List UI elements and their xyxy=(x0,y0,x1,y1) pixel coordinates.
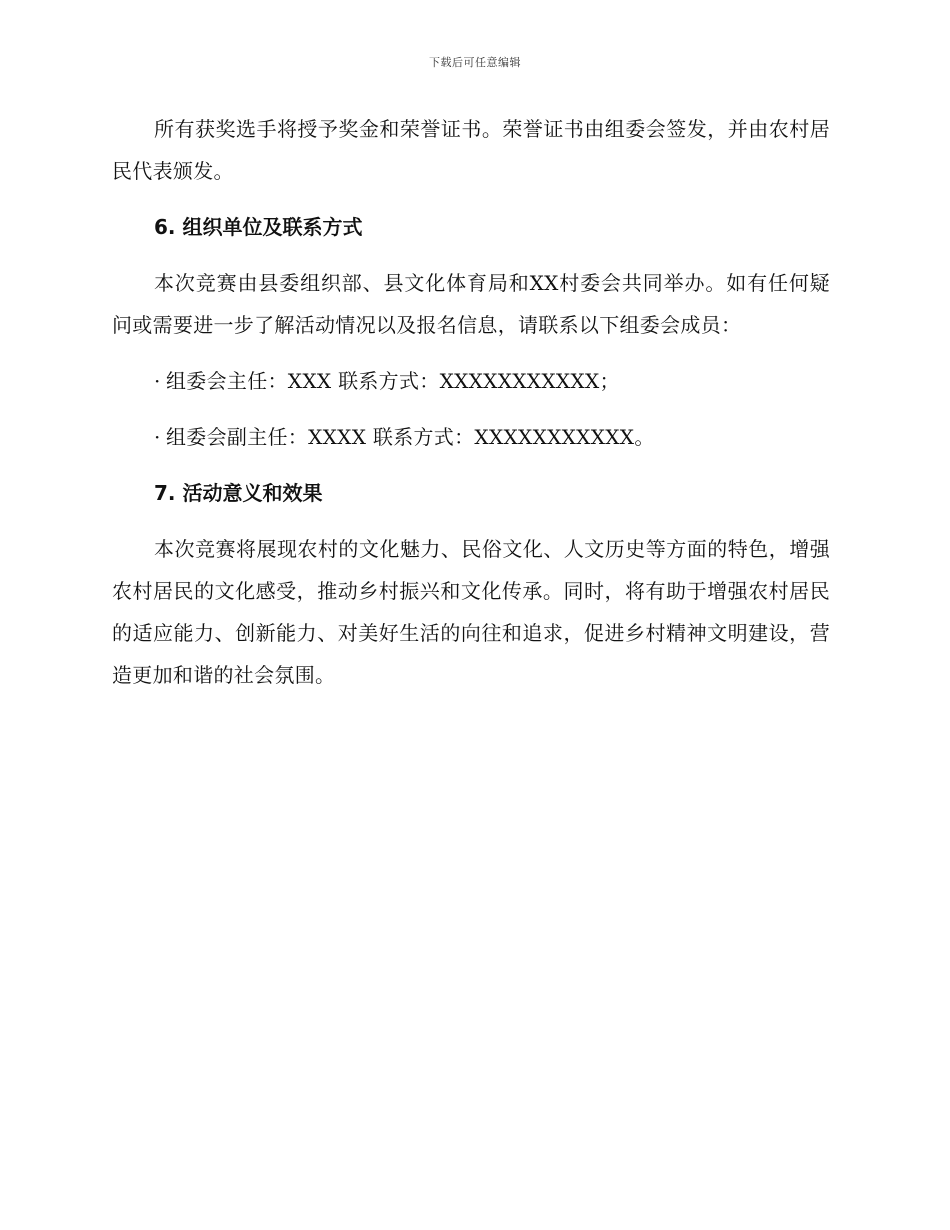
bullet-icon: · xyxy=(154,369,161,393)
section-heading-7: 7. 活动意义和效果 xyxy=(154,481,323,505)
contact-item-deputy-director xyxy=(112,416,830,458)
contact-text-deputy-director: 组委会副主任：XXXX 联系方式：XXXXXXXXXXX。 xyxy=(166,425,655,449)
contact-text-director: 组委会主任：XXX 联系方式：XXXXXXXXXXX； xyxy=(166,369,620,393)
paragraph-significance: 本次竞赛将展现农村的文化魅力、民俗文化、人文历史等方面的特色，增强农村居民的文化感受，推动乡村振兴和文化传承。同时，将有助于增强农村居民的适应能力、创新能力、对美好生活的向往和追求，促进乡村精神文明建设，营造更加和谐的社会氛围。 xyxy=(112,537,830,687)
section-heading-6: 6. 组织单位及联系方式 xyxy=(154,215,363,239)
paragraph-awards: 所有获奖选手将授予奖金和荣誉证书。荣誉证书由组委会签发，并由农村居民代表颁发。 xyxy=(112,117,830,183)
bullet-icon: · xyxy=(154,425,161,449)
document-body xyxy=(112,108,830,710)
paragraph-organizers: 本次竞赛由县委组织部、县文化体育局和XX村委会共同举办。如有任何疑问或需要进一步了解活动情况以及报名信息，请联系以下组委会成员： xyxy=(112,271,830,337)
page-header: 下载后可任意编辑 xyxy=(429,56,521,69)
contact-item-director xyxy=(112,360,830,402)
